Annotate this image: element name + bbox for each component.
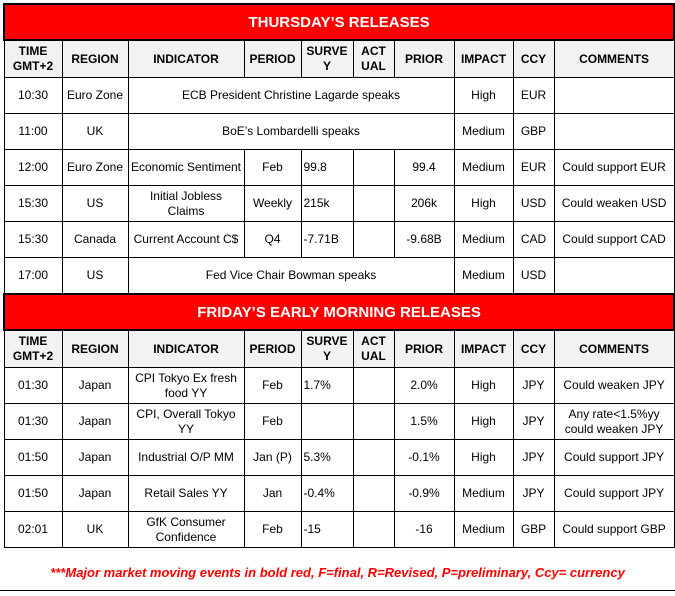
column-header-indicator xyxy=(128,40,244,78)
time-cell: 15:30 xyxy=(4,222,62,258)
time-cell: 02:01 xyxy=(4,512,62,548)
header-text: REGION xyxy=(71,51,119,66)
indicator-cell: Initial Jobless Claims xyxy=(128,186,244,222)
impact-cell: High xyxy=(454,404,513,440)
indicator-cell: Economic Sentiment xyxy=(128,150,244,186)
column-header-time xyxy=(4,40,62,78)
prior-cell: -9.68B xyxy=(394,222,454,258)
currency-cell: USD xyxy=(513,258,554,295)
prior-cell: 2.0% xyxy=(394,368,454,404)
header-text: Y xyxy=(322,349,331,363)
period-cell: Weekly xyxy=(244,186,301,222)
prior-cell: -16 xyxy=(394,512,454,548)
survey-cell: -7.71B xyxy=(301,222,353,258)
comments-cell: Could support EUR xyxy=(554,150,674,186)
indicator-cell: Current Account C$ xyxy=(128,222,244,258)
event-cell: BoE’s Lombardelli speaks xyxy=(128,114,454,150)
prior-cell: -0.9% xyxy=(394,476,454,512)
column-header-period xyxy=(244,40,301,78)
header-text: INDICATOR xyxy=(153,51,219,66)
period-cell: Feb xyxy=(244,404,301,440)
prior-cell: 99.4 xyxy=(394,150,454,186)
header-text: IMPACT xyxy=(460,341,507,356)
actual-cell xyxy=(353,150,394,186)
comments-cell: Could weaken JPY xyxy=(554,368,674,404)
column-header-actual xyxy=(353,40,394,78)
impact-cell: High xyxy=(454,186,513,222)
footnote: ***Major market moving events in bold red, F=final, R=Revised, P=preliminary, Ccy= currency xyxy=(50,565,625,580)
column-header-prior xyxy=(394,330,454,368)
currency-cell: JPY xyxy=(513,368,554,404)
period-cell: Jan (P) xyxy=(244,440,301,476)
period-cell: Q4 xyxy=(244,222,301,258)
section-title: FRIDAY’S EARLY MORNING RELEASES xyxy=(4,294,674,330)
indicator-cell: CPI, Overall Tokyo YY xyxy=(128,404,244,440)
currency-cell: EUR xyxy=(513,78,554,114)
section-title: THURSDAY’S RELEASES xyxy=(4,4,674,40)
impact-cell: High xyxy=(454,78,513,114)
actual-cell xyxy=(353,368,394,404)
prior-cell: 1.5% xyxy=(394,404,454,440)
impact-cell: Medium xyxy=(454,114,513,150)
section-title-row xyxy=(4,294,674,330)
region-cell: Japan xyxy=(62,440,128,476)
region-cell: Japan xyxy=(62,368,128,404)
actual-cell xyxy=(353,440,394,476)
header-text: SURVE xyxy=(306,44,348,58)
region-cell: UK xyxy=(62,512,128,548)
column-header-ccy xyxy=(513,330,554,368)
comments-cell xyxy=(554,114,674,150)
actual-cell xyxy=(353,404,394,440)
actual-cell xyxy=(353,476,394,512)
time-cell: 12:00 xyxy=(4,150,62,186)
impact-cell: Medium xyxy=(454,476,513,512)
region-cell: Canada xyxy=(62,222,128,258)
column-header-region xyxy=(62,330,128,368)
actual-cell xyxy=(353,186,394,222)
header-text: UAL xyxy=(361,349,386,363)
column-header-impact xyxy=(454,330,513,368)
column-header-survey xyxy=(301,330,353,368)
period-cell: Feb xyxy=(244,368,301,404)
period-cell: Jan xyxy=(244,476,301,512)
header-text: PRIOR xyxy=(404,341,443,356)
header-row xyxy=(4,40,674,78)
header-text: ACT xyxy=(361,44,386,58)
column-header-survey xyxy=(301,40,353,78)
table-row xyxy=(4,222,674,258)
comments-cell: Could support JPY xyxy=(554,440,674,476)
header-text: REGION xyxy=(71,341,119,356)
column-header-impact xyxy=(454,40,513,78)
period-cell: Feb xyxy=(244,512,301,548)
table-row xyxy=(4,78,674,114)
currency-cell: USD xyxy=(513,186,554,222)
comments-cell: Could support GBP xyxy=(554,512,674,548)
time-cell: 15:30 xyxy=(4,186,62,222)
table-row xyxy=(4,114,674,150)
region-cell: Euro Zone xyxy=(62,78,128,114)
currency-cell: EUR xyxy=(513,150,554,186)
column-header-comments xyxy=(554,40,674,78)
impact-cell: Medium xyxy=(454,150,513,186)
header-text: PRIOR xyxy=(404,51,443,66)
survey-cell: 1.7% xyxy=(301,368,353,404)
header-text: TIME xyxy=(18,44,48,58)
header-text: COMMENTS xyxy=(579,341,650,356)
divider-line xyxy=(0,590,675,591)
time-cell: 01:30 xyxy=(4,404,62,440)
header-text: SURVE xyxy=(306,334,348,348)
event-cell: Fed Vice Chair Bowman speaks xyxy=(128,258,454,295)
header-text: IMPACT xyxy=(460,51,507,66)
time-cell: 01:30 xyxy=(4,368,62,404)
releases-table xyxy=(3,3,675,548)
region-cell: UK xyxy=(62,114,128,150)
table-row xyxy=(4,368,674,404)
currency-cell: GBP xyxy=(513,512,554,548)
currency-cell: GBP xyxy=(513,114,554,150)
region-cell: Japan xyxy=(62,476,128,512)
time-cell: 11:00 xyxy=(4,114,62,150)
indicator-cell: Industrial O/P MM xyxy=(128,440,244,476)
table-row xyxy=(4,404,674,440)
currency-cell: JPY xyxy=(513,440,554,476)
header-text: UAL xyxy=(361,59,386,73)
time-cell: 01:50 xyxy=(4,440,62,476)
header-text: PERIOD xyxy=(249,341,296,356)
time-cell: 17:00 xyxy=(4,258,62,295)
header-text: Y xyxy=(322,59,331,73)
header-row xyxy=(4,330,674,368)
comments-cell xyxy=(554,78,674,114)
table-row xyxy=(4,440,674,476)
comments-cell: Any rate<1.5%yy could weaken JPY xyxy=(554,404,674,440)
survey-cell: 99.8 xyxy=(301,150,353,186)
prior-cell: 206k xyxy=(394,186,454,222)
survey-cell: 215k xyxy=(301,186,353,222)
impact-cell: High xyxy=(454,368,513,404)
region-cell: US xyxy=(62,258,128,295)
survey-cell: -15 xyxy=(301,512,353,548)
column-header-comments xyxy=(554,330,674,368)
actual-cell xyxy=(353,512,394,548)
indicator-cell: CPI Tokyo Ex fresh food YY xyxy=(128,368,244,404)
economic-calendar xyxy=(3,3,673,548)
column-header-indicator xyxy=(128,330,244,368)
impact-cell: Medium xyxy=(454,222,513,258)
column-header-region xyxy=(62,40,128,78)
header-text: CCY xyxy=(520,341,547,356)
currency-cell: JPY xyxy=(513,404,554,440)
table-row xyxy=(4,186,674,222)
column-header-ccy xyxy=(513,40,554,78)
column-header-period xyxy=(244,330,301,368)
survey-cell: 5.3% xyxy=(301,440,353,476)
impact-cell: Medium xyxy=(454,258,513,295)
header-text: GMT+2 xyxy=(12,349,54,363)
period-cell: Feb xyxy=(244,150,301,186)
header-text: ACT xyxy=(361,334,386,348)
comments-cell: Could weaken USD xyxy=(554,186,674,222)
column-header-prior xyxy=(394,40,454,78)
event-cell: ECB President Christine Lagarde speaks xyxy=(128,78,454,114)
header-text: PERIOD xyxy=(249,51,296,66)
comments-cell xyxy=(554,258,674,295)
indicator-cell: GfK Consumer Confidence xyxy=(128,512,244,548)
table-row xyxy=(4,150,674,186)
indicator-cell: Retail Sales YY xyxy=(128,476,244,512)
time-cell: 01:50 xyxy=(4,476,62,512)
column-header-actual xyxy=(353,330,394,368)
header-text: TIME xyxy=(18,334,48,348)
prior-cell: -0.1% xyxy=(394,440,454,476)
header-text: COMMENTS xyxy=(579,51,650,66)
impact-cell: High xyxy=(454,440,513,476)
section-title-row xyxy=(4,4,674,40)
region-cell: Euro Zone xyxy=(62,150,128,186)
comments-cell: Could support JPY xyxy=(554,476,674,512)
survey-cell xyxy=(301,404,353,440)
column-header-time xyxy=(4,330,62,368)
region-cell: US xyxy=(62,186,128,222)
region-cell: Japan xyxy=(62,404,128,440)
impact-cell: Medium xyxy=(454,512,513,548)
survey-cell: -0.4% xyxy=(301,476,353,512)
table-row xyxy=(4,512,674,548)
currency-cell: JPY xyxy=(513,476,554,512)
header-text: INDICATOR xyxy=(153,341,219,356)
header-text: GMT+2 xyxy=(12,59,54,73)
header-text: CCY xyxy=(520,51,547,66)
comments-cell: Could support CAD xyxy=(554,222,674,258)
currency-cell: CAD xyxy=(513,222,554,258)
table-row xyxy=(4,258,674,295)
time-cell: 10:30 xyxy=(4,78,62,114)
actual-cell xyxy=(353,222,394,258)
table-row xyxy=(4,476,674,512)
